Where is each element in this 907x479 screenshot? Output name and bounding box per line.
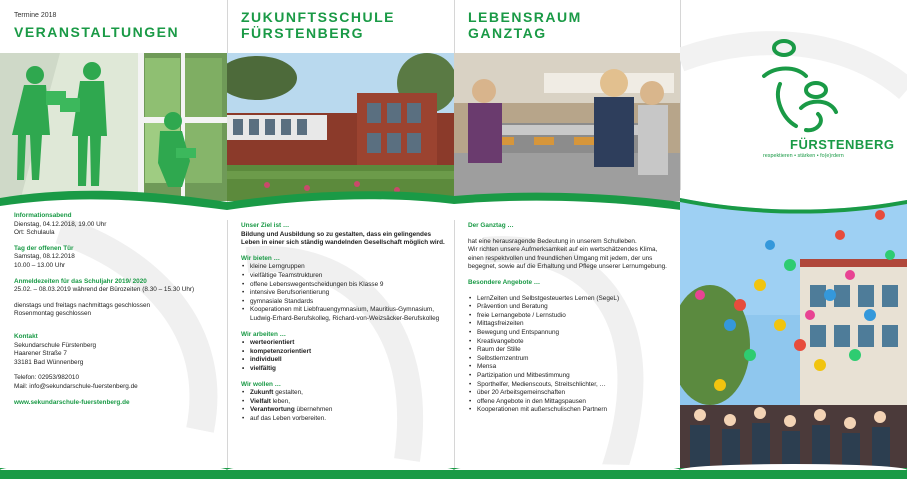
list-item: • vielfältig xyxy=(250,365,446,374)
registration-heading: Anmeldezeiten für das Schuljahr 2019/ 2020 xyxy=(14,277,147,285)
list-item: • über 20 Arbeitsgemeinschaften xyxy=(477,389,672,398)
list-item: • Raum der Stille xyxy=(477,346,672,355)
list-item: • Prävention und Beratung xyxy=(477,303,672,312)
green-wave xyxy=(454,180,680,220)
goal-text: Bildung und Ausbildung so zu gestalten, dass ein gelingendes Leben in einer sich ständig wandelnden Gesellschaft möglich wird. xyxy=(241,230,445,247)
work-list xyxy=(241,339,446,373)
pretitle: Termine 2018 xyxy=(14,12,57,19)
list-item: • Kooperationen mit Liebfrauengymnasium, Mauritius-Gymnasium, Ludwig-Erhard-Berufskolleg, Richard-von-Weizsäcker-Berufskolleg xyxy=(250,306,446,323)
list-item: • freie Lernangebote / Lernstudio xyxy=(477,312,672,321)
list-item: • Sporthelfer, Medienscouts, Streitschlichter, … xyxy=(477,381,672,390)
contact-mail: Mail: info@sekundarschule-fuerstenberg.de xyxy=(14,382,138,390)
contact-street: Haarener Straße 7 xyxy=(14,350,67,358)
list-item: • LernZeiten und Selbstgesteuertes Lernen (SegeL) xyxy=(477,295,672,304)
list-item: • intensive Berufsorientierung xyxy=(250,289,446,298)
events-text xyxy=(14,212,219,407)
logo-tagline: respektieren • stärken • fo(e)rdern xyxy=(763,153,844,159)
list-item: • Vielfalt leben, xyxy=(250,398,446,407)
offer-list xyxy=(241,263,446,323)
panel-zukunftsschule xyxy=(227,0,454,479)
panel-title-1: LEBENSRAUM xyxy=(468,9,582,25)
panel-cover xyxy=(680,0,907,479)
list-item: • Mittagsfreizeiten xyxy=(477,320,672,329)
offer-heading: Wir bieten … xyxy=(241,254,280,262)
list-item: • werteorientiert xyxy=(250,339,446,348)
contact-school: Sekundarschule Fürstenberg xyxy=(14,341,97,349)
panel-title: VERANSTALTUNGEN xyxy=(14,24,180,40)
list-item: • kleine Lerngruppen xyxy=(250,263,446,272)
list-item: • Kooperationen mit außerschulischen Partnern xyxy=(477,406,672,415)
list-item: • Zukunft gestalten, xyxy=(250,389,446,398)
list-item: • Kreativangebote xyxy=(477,338,672,347)
ganztag-heading: Der Ganztag … xyxy=(468,222,514,229)
offers-heading: Besondere Angebote … xyxy=(468,278,541,286)
list-item: • vielfältige Teamstrukturen xyxy=(250,272,446,281)
panel-title-1: ZUKUNFTSSCHULE xyxy=(241,9,395,25)
bottom-wave xyxy=(227,464,454,470)
goal-heading: Unser Ziel ist … xyxy=(241,222,290,229)
list-item: • individuell xyxy=(250,356,446,365)
school-text xyxy=(241,222,446,423)
ganztag-text-1: hat eine herausragende Bedeutung in unserem Schulleben. xyxy=(468,237,637,245)
offers-list xyxy=(468,295,672,415)
bottom-wave xyxy=(680,464,907,470)
panel-veranstaltungen xyxy=(0,0,227,479)
contact-city: 33181 Bad Wünnenberg xyxy=(14,358,84,366)
list-item: • offene Angebote in den Mittagspausen xyxy=(477,398,672,407)
registration-note-2: Rosenmontag geschlossen xyxy=(14,310,92,318)
panel-title-2: FÜRSTENBERG xyxy=(241,25,365,41)
list-item: • Mensa xyxy=(477,363,672,372)
opendoor-time: 10.00 – 13.00 Uhr xyxy=(14,261,66,269)
info-heading: Informationsabend xyxy=(14,212,72,219)
list-item: • Selbstlernzentrum xyxy=(477,355,672,364)
balloons-photo xyxy=(680,195,907,479)
logo-name: FÜRSTENBERG xyxy=(790,137,895,152)
work-heading: Wir arbeiten … xyxy=(241,330,287,338)
canteen-photo xyxy=(454,53,680,201)
list-item: • auf das Leben vorbereiten. xyxy=(250,415,446,424)
opendoor-heading: Tag der offenen Tür xyxy=(14,244,74,252)
list-item: • offene Lebenswegentscheidungen bis Klasse 9 xyxy=(250,281,446,290)
list-item: • Bewegung und Entspannung xyxy=(477,329,672,338)
school-building-photo xyxy=(227,53,454,201)
info-date: Dienstag, 04.12.2018, 19.00 Uhr xyxy=(14,220,107,228)
registration-note-1: dienstags und freitags nachmittags geschlossen xyxy=(14,301,151,309)
registration-dates: 25.02. – 08.03.2019 während der Bürozeiten (8.30 – 15.30 Uhr) xyxy=(14,286,195,294)
want-heading: Wir wollen … xyxy=(241,380,282,388)
panel-ganztag xyxy=(454,0,680,479)
list-item: • gymnasiale Standards xyxy=(250,298,446,307)
green-wave xyxy=(680,190,907,220)
panel-title-2: GANZTAG xyxy=(468,25,547,41)
school-logo-icon xyxy=(756,36,846,136)
ganztag-text xyxy=(468,222,672,415)
want-list xyxy=(241,389,446,423)
contact-phone: Telefon: 02953/982010 xyxy=(14,374,80,382)
list-item: • kompetenzorientiert xyxy=(250,348,446,357)
bottom-wave xyxy=(454,464,680,470)
ganztag-text-2: Wir richten unsere Aufmerksamkeit auf ein wertschätzendes Klima, einen respektvollen und freundlichen Umgang mit jedem, der uns begegnet, sowie auf die Erhaltung und Pflege unserer Lernumgebung. xyxy=(468,246,667,271)
website-link[interactable]: www.sekundarschule-fuerstenberg.de xyxy=(14,398,130,406)
contact-heading: Kontakt xyxy=(14,332,38,340)
list-item: • Partizipation und Mitbestimmung xyxy=(477,372,672,381)
info-place: Ort: Schulaula xyxy=(14,229,55,237)
green-wave xyxy=(227,180,454,220)
opendoor-date: Samstag, 08.12.2018 xyxy=(14,253,75,261)
bottom-wave xyxy=(0,464,227,470)
list-item: • Verantwortung übernehmen xyxy=(250,406,446,415)
students-silhouette-photo xyxy=(0,53,227,201)
